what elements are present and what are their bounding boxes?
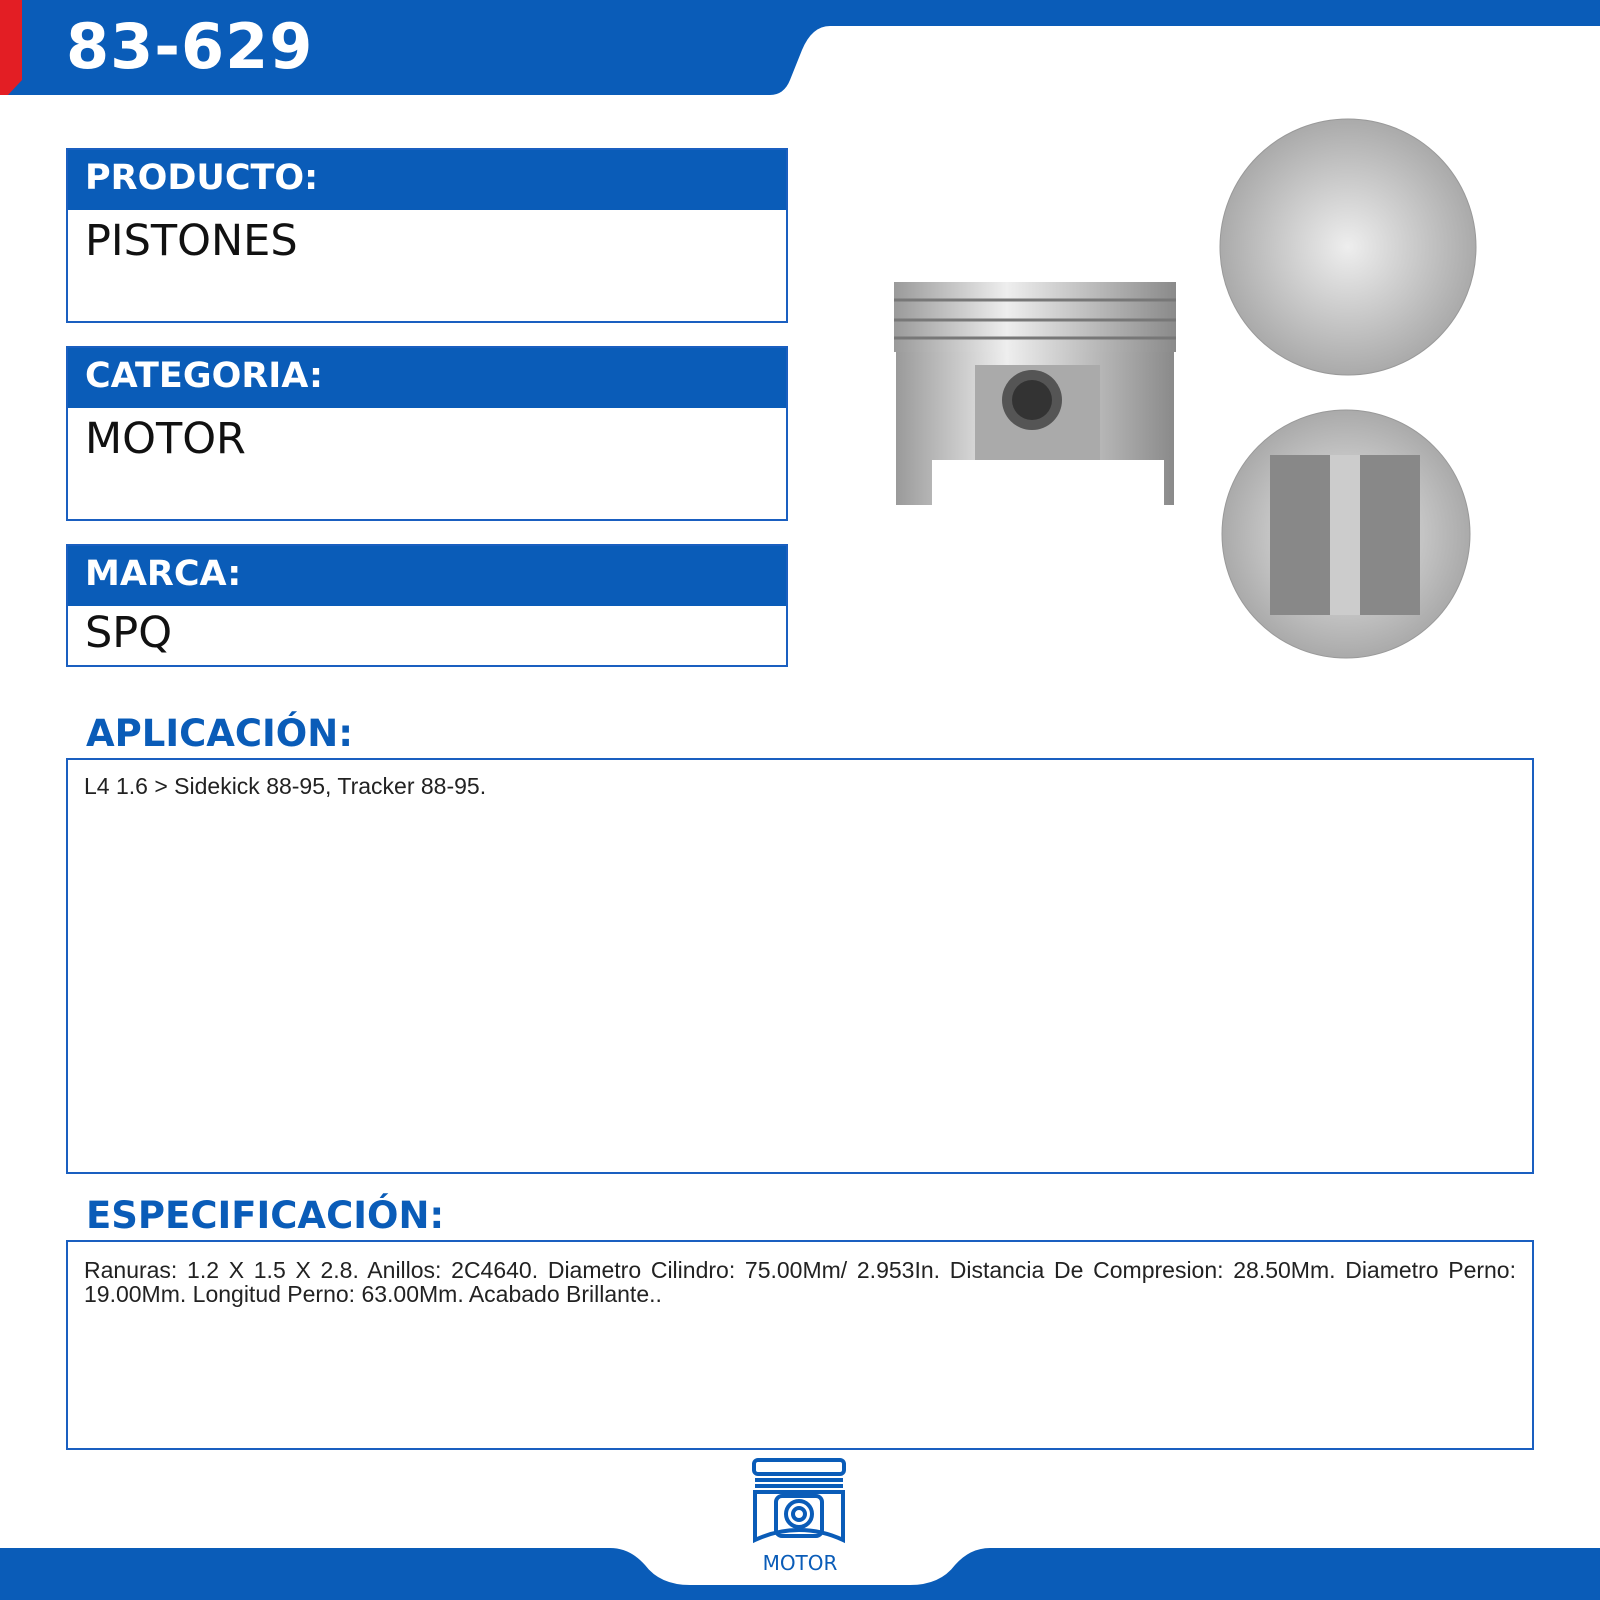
categoria-box [66,346,788,521]
categoria-label: CATEGORIA: [68,348,786,408]
producto-box [66,148,788,323]
aplicacion-heading: APLICACIÓN: [86,712,354,755]
producto-value: PISTONES [85,216,298,266]
product-image [880,110,1500,670]
marca-value: SPQ [85,608,173,658]
especificacion-heading: ESPECIFICACIÓN: [86,1194,445,1237]
especificacion-text: Ranuras: 1.2 X 1.5 X 2.8. Anillos: 2C4640. Diametro Cilindro: 75.00Mm/ 2.953In. Distancia De Compresion: 28.50Mm. Diametro Perno: 19.00Mm. Longitud Perno: 63.00Mm. Acabado Brillante.. [84,1257,1516,1307]
producto-label: PRODUCTO: [68,150,786,210]
aplicacion-panel [66,758,1534,1174]
footer-category-label: MOTOR [762,1551,838,1575]
part-number: 83-629 [66,10,314,83]
especificacion-panel [66,1240,1534,1450]
marca-label: MARCA: [68,546,786,606]
categoria-value: MOTOR [85,414,246,464]
marca-box [66,544,788,667]
piston-icon [752,1458,848,1544]
aplicacion-text: L4 1.6 > Sidekick 88-95, Tracker 88-95. [84,773,487,799]
